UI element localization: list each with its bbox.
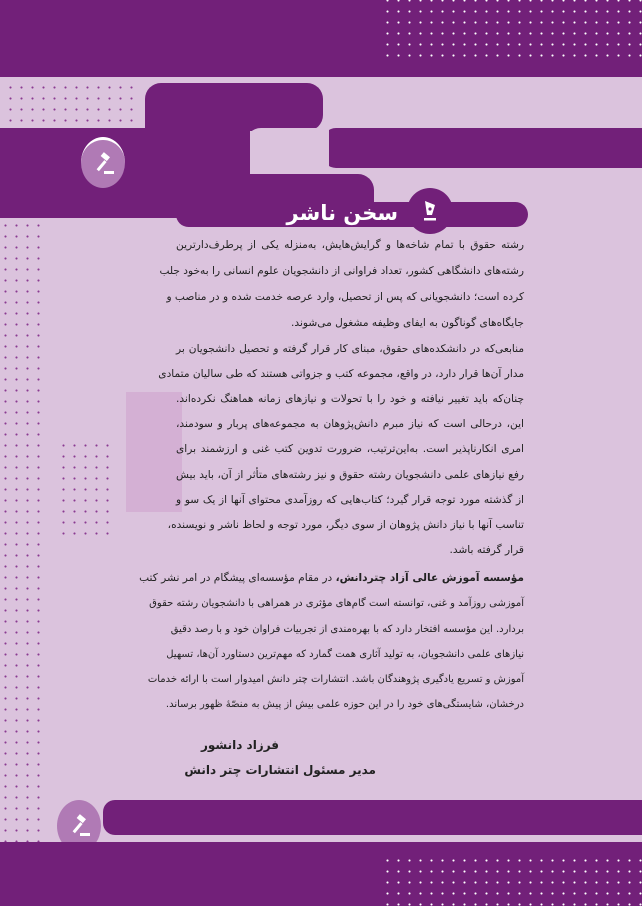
pen-nib-icon — [419, 199, 441, 223]
top-dot-pattern — [382, 0, 642, 57]
text-line: کرده است؛ دانشجویانی که پس از تحصیل، وارد عرصه خدمت شده و در مناصب و — [166, 291, 524, 303]
signature-role: مدیر مسئول انتشارات چتر دانش — [184, 763, 376, 777]
header-band-fill — [230, 128, 250, 174]
text-line: از گذشته مورد توجه قرار گیرد؛ کتاب‌هایی که روزآمدی محتوای آنها از یک سو و — [176, 494, 524, 506]
institute-name: مؤسسه آموزش عالی آزاد چتردانش، — [335, 572, 524, 584]
text-line: رفع نیازهای علمی دانشجویان رشته حقوق و نیز رشته‌های متأثر از آن، باید بیش — [176, 469, 524, 481]
text-line: رشته‌های دانشگاهی کشور، تعداد فراوانی از دانشجویان علوم انسانی را به‌خود جلب — [159, 265, 524, 277]
watermark-logo — [126, 392, 182, 512]
mid-dot-pattern — [58, 440, 114, 535]
bottom-bar — [103, 800, 642, 835]
header-blob — [145, 83, 323, 131]
text-line: مدار آن‌ها قرار دارد، در واقع، مجموعه کتب و جزواتی هستند که طی سالیان متمادی — [158, 368, 524, 380]
text-line: نیازهای علمی دانشجویان، به تولید آثاری همت گمارد که مهم‌ترین دستاورد آن‌ها، تسهیل — [166, 649, 524, 660]
header-band-right — [322, 128, 642, 168]
text-line: تناسب آنها با نیاز دانش پژوهان از سوی دیگر، مورد توجه و لحاظ ناشر و نویسنده، — [167, 519, 524, 531]
text-line: امری انکارناپذیر است. به‌این‌ترتیب، ضرورت تدوین کتب غنی و ارزشمند برای — [176, 443, 524, 455]
text-line: قرار گرفته باشد. — [449, 544, 524, 556]
text-line: درخشان، شایستگی‌های خود را در این حوزه علمی بیش از پیش به منصّهٔ ظهور برساند. — [165, 699, 524, 710]
gavel-icon — [90, 151, 116, 177]
text-fragment: در مقام مؤسسه‌ای پیشگام در امر نشر کتب — [139, 572, 336, 584]
left-dot-pattern — [5, 82, 137, 127]
title-icon-badge — [407, 188, 453, 234]
gavel-icon-badge-top — [81, 137, 125, 188]
text-line: چنان‌که باید تغییر نیافته و خود را با تحولات و نیازهای زمانه هماهنگ نکرده‌اند. — [176, 393, 524, 405]
left-dot-pattern-2 — [0, 220, 46, 860]
page-title: سخن ناشر — [286, 201, 398, 225]
text-line: آموزشی روزآمد و غنی، توانسته است گام‌های مؤثری در همراهی با دانشجویان رشته حقوق — [149, 598, 524, 609]
signature-name: فرزاد دانشور — [200, 738, 280, 752]
gavel-icon — [66, 813, 92, 839]
text-line: منابعی‌که در دانشکده‌های حقوق، مبنای کار قرار گرفته و تحصیل دانشجویان بر — [176, 343, 524, 355]
text-line — [139, 570, 524, 586]
bottom-dot-pattern — [382, 855, 642, 906]
text-line: جایگاه‌های گوناگون به ایفای وظیفه مشغول می‌شوند. — [291, 317, 524, 329]
text-line: بردارد. این مؤسسه افتخار دارد که با بهره‌مندی از تجربیات فراوان خود و با رصد دقیق — [170, 624, 524, 635]
text-line: آموزش و تسریع یادگیری پژوهندگان باشد. انتشارات چتر دانش امیدوار است با ارائه خدمات — [147, 674, 524, 685]
text-line: این، درحالی است که نیاز مبرم دانش‌پژوهان به مجموعه‌های پربار و سودمند، — [176, 418, 524, 430]
text-line: رشته حقوق با تمام شاخه‌ها و گرایش‌هایش، به‌منزله یکی از پرطرف‌دارترین — [176, 239, 524, 251]
header-notch — [245, 128, 329, 174]
